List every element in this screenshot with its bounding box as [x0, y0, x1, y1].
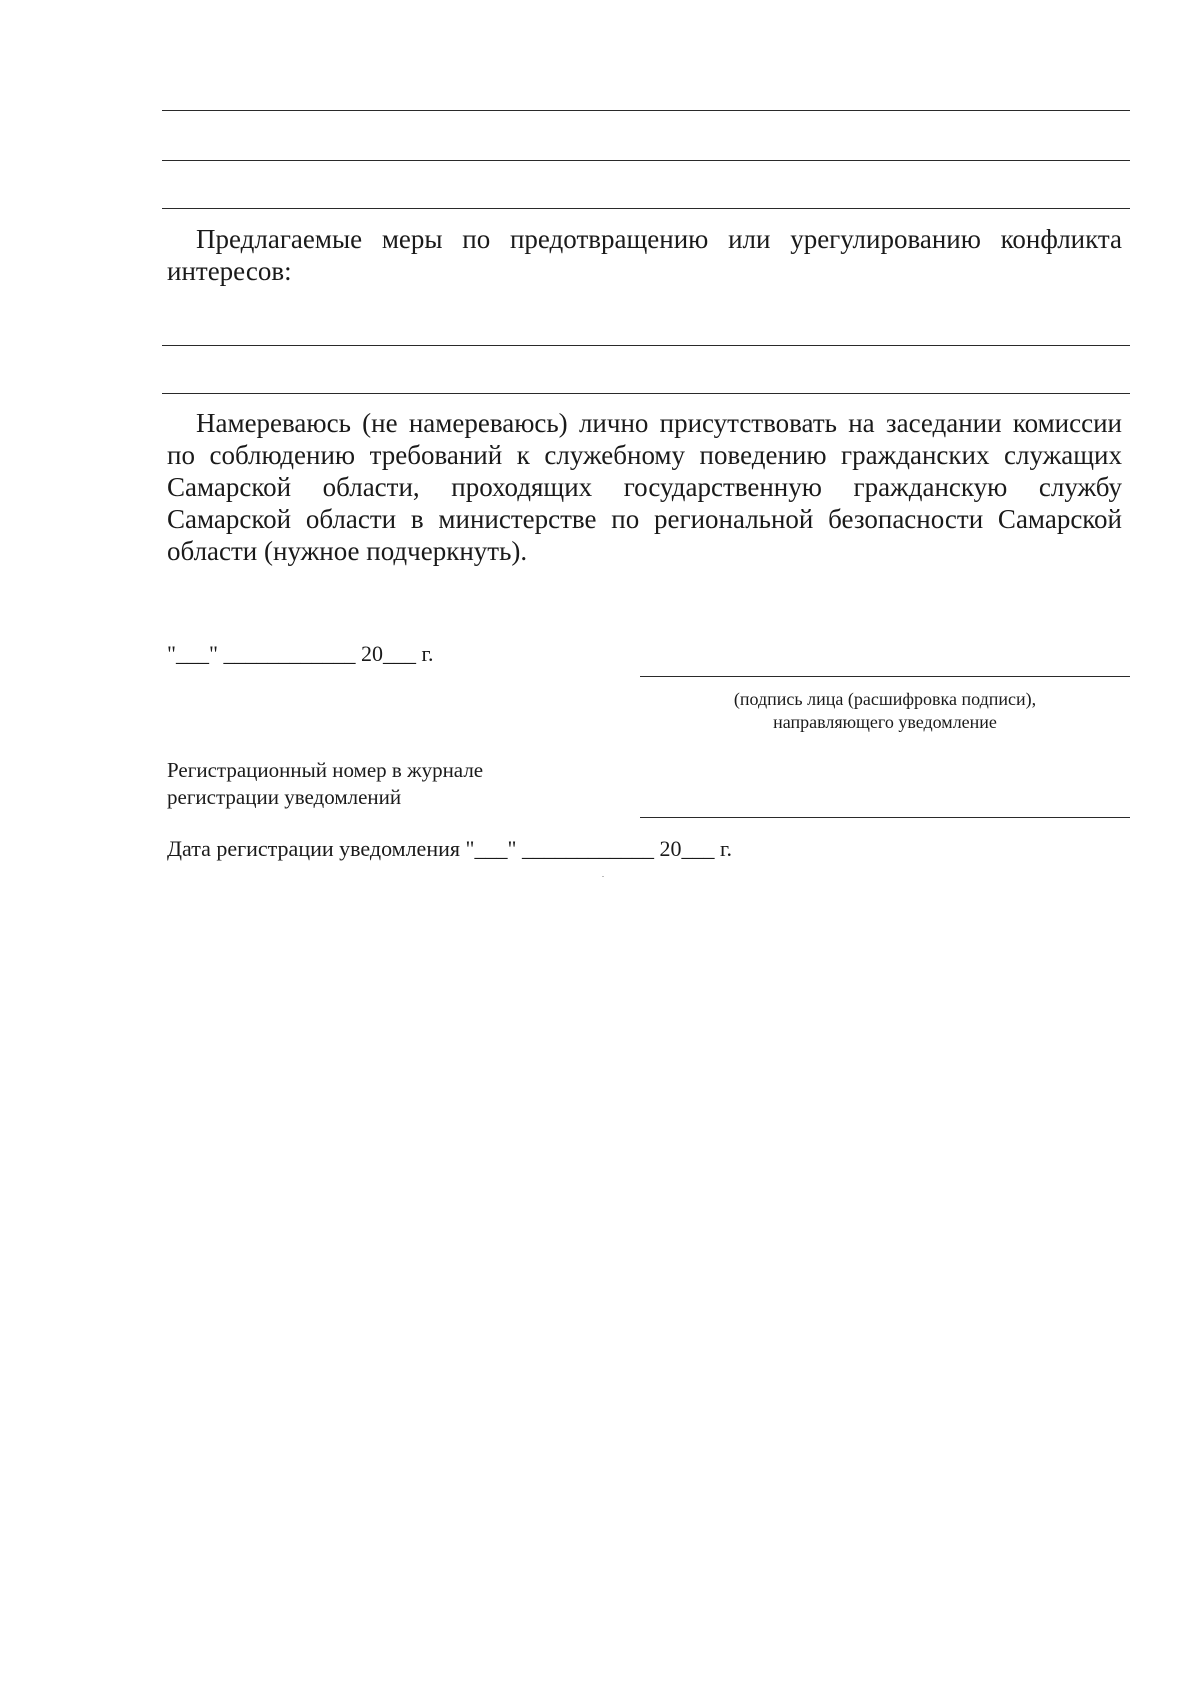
signature-caption-line-2: направляющего уведомление [773, 712, 997, 732]
blank-line-2 [162, 160, 1130, 161]
signature-line [640, 676, 1130, 677]
registration-number-label-1: Регистрационный номер в журнале [167, 758, 484, 782]
blank-line-3 [162, 208, 1130, 209]
scan-speck [602, 876, 604, 877]
measures-blank-line-2 [162, 393, 1130, 394]
registration-number-line [640, 817, 1130, 818]
measures-paragraph: Предлагаемые меры по предотвращению или урегулированию конфликта интересов: [167, 224, 1122, 286]
measures-blank-line-1 [162, 345, 1130, 346]
signature-caption-line-1: (подпись лица (расшифровка подписи), [733, 689, 1037, 709]
attendance-paragraph: Намереваюсь (не намереваюсь) лично присутствовать на заседании комиссии по соблюдению требований к служебному поведению гражданских служащих Самарской области, проходящих государственную гражданскую службу Самарской области в министерстве по региональной безопасности Самарской области (нужное подчеркнуть). [167, 408, 1122, 566]
registration-date-line: Дата регистрации уведомления "___" ____________ 20___ г. [167, 836, 732, 861]
date-line: "___" ____________ 20___ г. [167, 641, 434, 666]
blank-line-1 [162, 110, 1130, 111]
registration-number-label-2: регистрации уведомлений [167, 785, 402, 809]
